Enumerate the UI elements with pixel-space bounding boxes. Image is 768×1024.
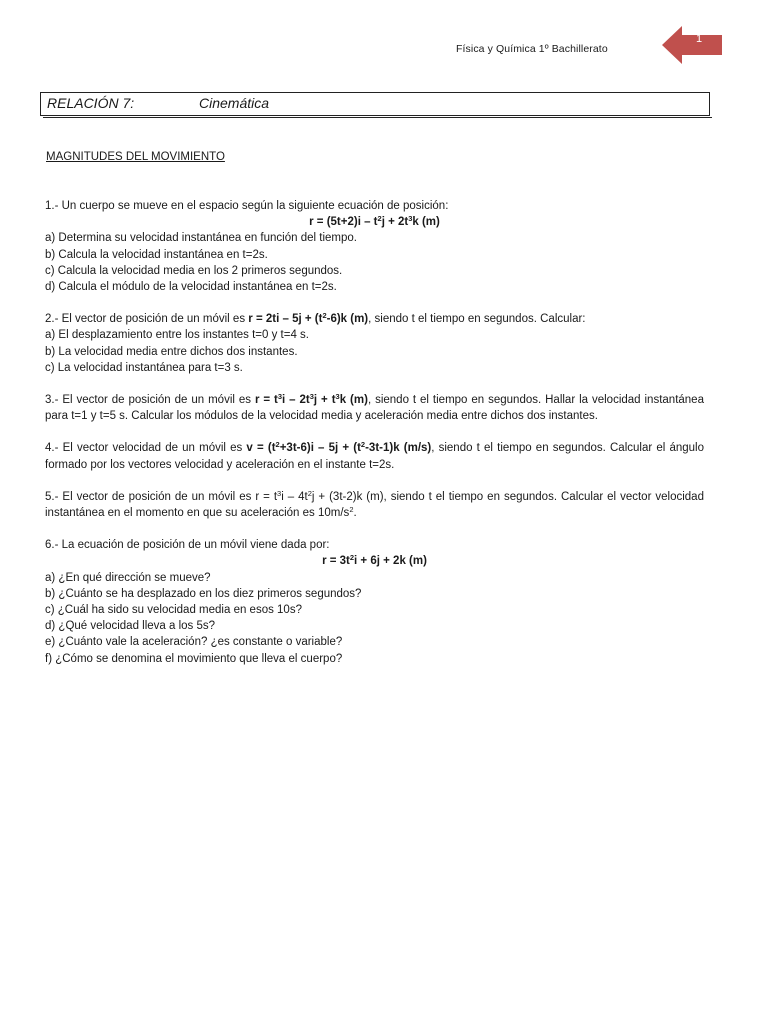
problem-1-item: c) Calcula la velocidad media en los 2 primeros segundos. — [45, 264, 343, 277]
problem-1-item: d) Calcula el módulo de la velocidad instantánea en t=2s. — [45, 281, 337, 294]
problem-2-item: b) La velocidad media entre dichos dos instantes. — [45, 345, 298, 358]
page-arrow-icon — [662, 26, 722, 64]
problem-6-item: d) ¿Qué velocidad lleva a los 5s? — [45, 620, 216, 633]
problem-6-item: b) ¿Cuánto se ha desplazado en los diez primeros segundos? — [45, 587, 362, 600]
topic-title: Cinemática — [199, 95, 270, 111]
problem-6-statement: 6.- La ecuación de posición de un móvil viene dada por: — [45, 539, 330, 552]
title-box — [40, 92, 710, 116]
problem-list — [45, 198, 704, 667]
relation-label: RELACIÓN 7: — [47, 95, 135, 111]
section-heading: MAGNITUDES DEL MOVIMIENTO — [46, 151, 225, 163]
problem-1-equation: $r = (5t+2)i - t^2j + 2t^3k$ (m) — [309, 214, 440, 229]
course-header: Física y Química 1º Bachillerato — [456, 43, 608, 55]
problem-1-item: a) Determina su velocidad instantánea en función del tiempo. — [45, 232, 357, 245]
problem-6-item: a) ¿En qué dirección se mueve? — [45, 571, 211, 584]
problem-2-item: a) El desplazamiento entre los instantes t=0 y t=4 s. — [45, 329, 310, 342]
problem-2-item: c) La velocidad instantánea para t=3 s. — [45, 361, 243, 374]
problem-6-item: e) ¿Cuánto vale la aceleración? ¿es constante o variable? — [45, 636, 343, 649]
problem-4-statement: 4.- El vector velocidad de un móvil es $v = (t^2+3t-6)i - 5j + (t^2-3t-1)k$ (m/s), siendo t el tiempo en segundos. Calcular el ángulo formado por los vectores velocidad y aceleración en el instante t=2s. — [45, 440, 704, 471]
problem-1-statement: 1.- Un cuerpo se mueve en el espacio según la siguiente ecuación de posición: — [45, 200, 449, 212]
page-number: 1 — [695, 33, 703, 45]
problem-5-statement: 5.- El vector de posición de un móvil es $r = t^3i - 4t^2j + (3t-2)k$ (m), siendo t el tiempo en segundos. Calcular el vector velocidad instantánea en el momento en que su aceleración es $10m/s^2$. — [45, 488, 704, 520]
problem-6-equation: $r = 3t^2i + 6j + 2k$ (m) — [322, 553, 427, 568]
problem-3-statement: 3.- El vector de posición de un móvil es $r = t^3i - 2t^3j + t^3k$ (m), siendo t el tiempo en segundos. Hallar la velocidad instantánea para t=1 y t=5 s. Calcular los módulos de la velocidad media y aceleración media entre dichos dos instantes. — [45, 392, 704, 423]
problem-2-statement: 2.- El vector de posición de un móvil es $r = 2ti - 5j + (t^2-6)k$ (m), siendo t el tiempo en segundos. Calcular: — [45, 311, 586, 326]
problem-1-item: b) Calcula la velocidad instantánea en t=2s. — [45, 248, 268, 261]
problem-6-item: c) ¿Cuál ha sido su velocidad media en esos 10s? — [45, 604, 302, 617]
problem-6-item: f) ¿Cómo se denomina el movimiento que lleva el cuerpo? — [45, 652, 343, 665]
